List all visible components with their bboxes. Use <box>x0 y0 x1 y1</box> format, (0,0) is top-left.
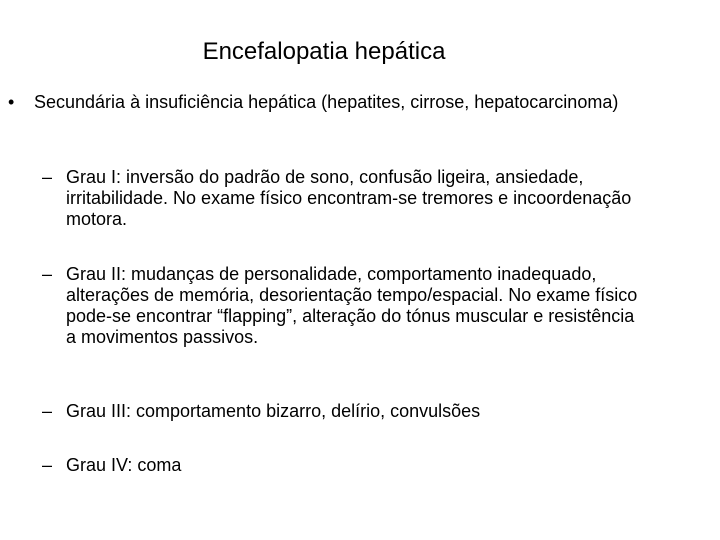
sub-bullet-marker: – <box>42 167 53 187</box>
sub-bullet-grau-2 <box>42 264 642 348</box>
slide-title: Encefalopatia hepática <box>202 38 446 65</box>
sub-bullet-text: Grau III: comportamento bizarro, delírio, convulsões <box>66 401 481 421</box>
sub-bullet-text: Grau IV: coma <box>66 455 182 475</box>
bullet-item <box>8 92 648 113</box>
sub-bullet-text: Grau I: inversão do padrão de sono, confusão ligeira, ansiedade, irritabilidade. No exame físico encontram-se tremores e incoordenação motora. <box>66 167 632 229</box>
sub-bullet-grau-1 <box>42 167 642 230</box>
sub-bullet-grau-3 <box>42 401 642 422</box>
sub-bullet-marker: – <box>42 401 53 421</box>
bullet-marker: • <box>8 92 15 112</box>
sub-bullet-grau-4 <box>42 455 642 476</box>
sub-bullet-marker: – <box>42 455 53 475</box>
sub-bullet-text: Grau II: mudanças de personalidade, comportamento inadequado, alterações de memória, desorientação tempo/espacial. No exame físico pode-se encontrar “flapping”, alteração do tónus muscular e resistência a movimentos passivos. <box>66 264 638 347</box>
bullet-text: Secundária à insuficiência hepática (hepatites, cirrose, hepatocarcinoma) <box>34 92 619 112</box>
sub-bullet-marker: – <box>42 264 53 284</box>
